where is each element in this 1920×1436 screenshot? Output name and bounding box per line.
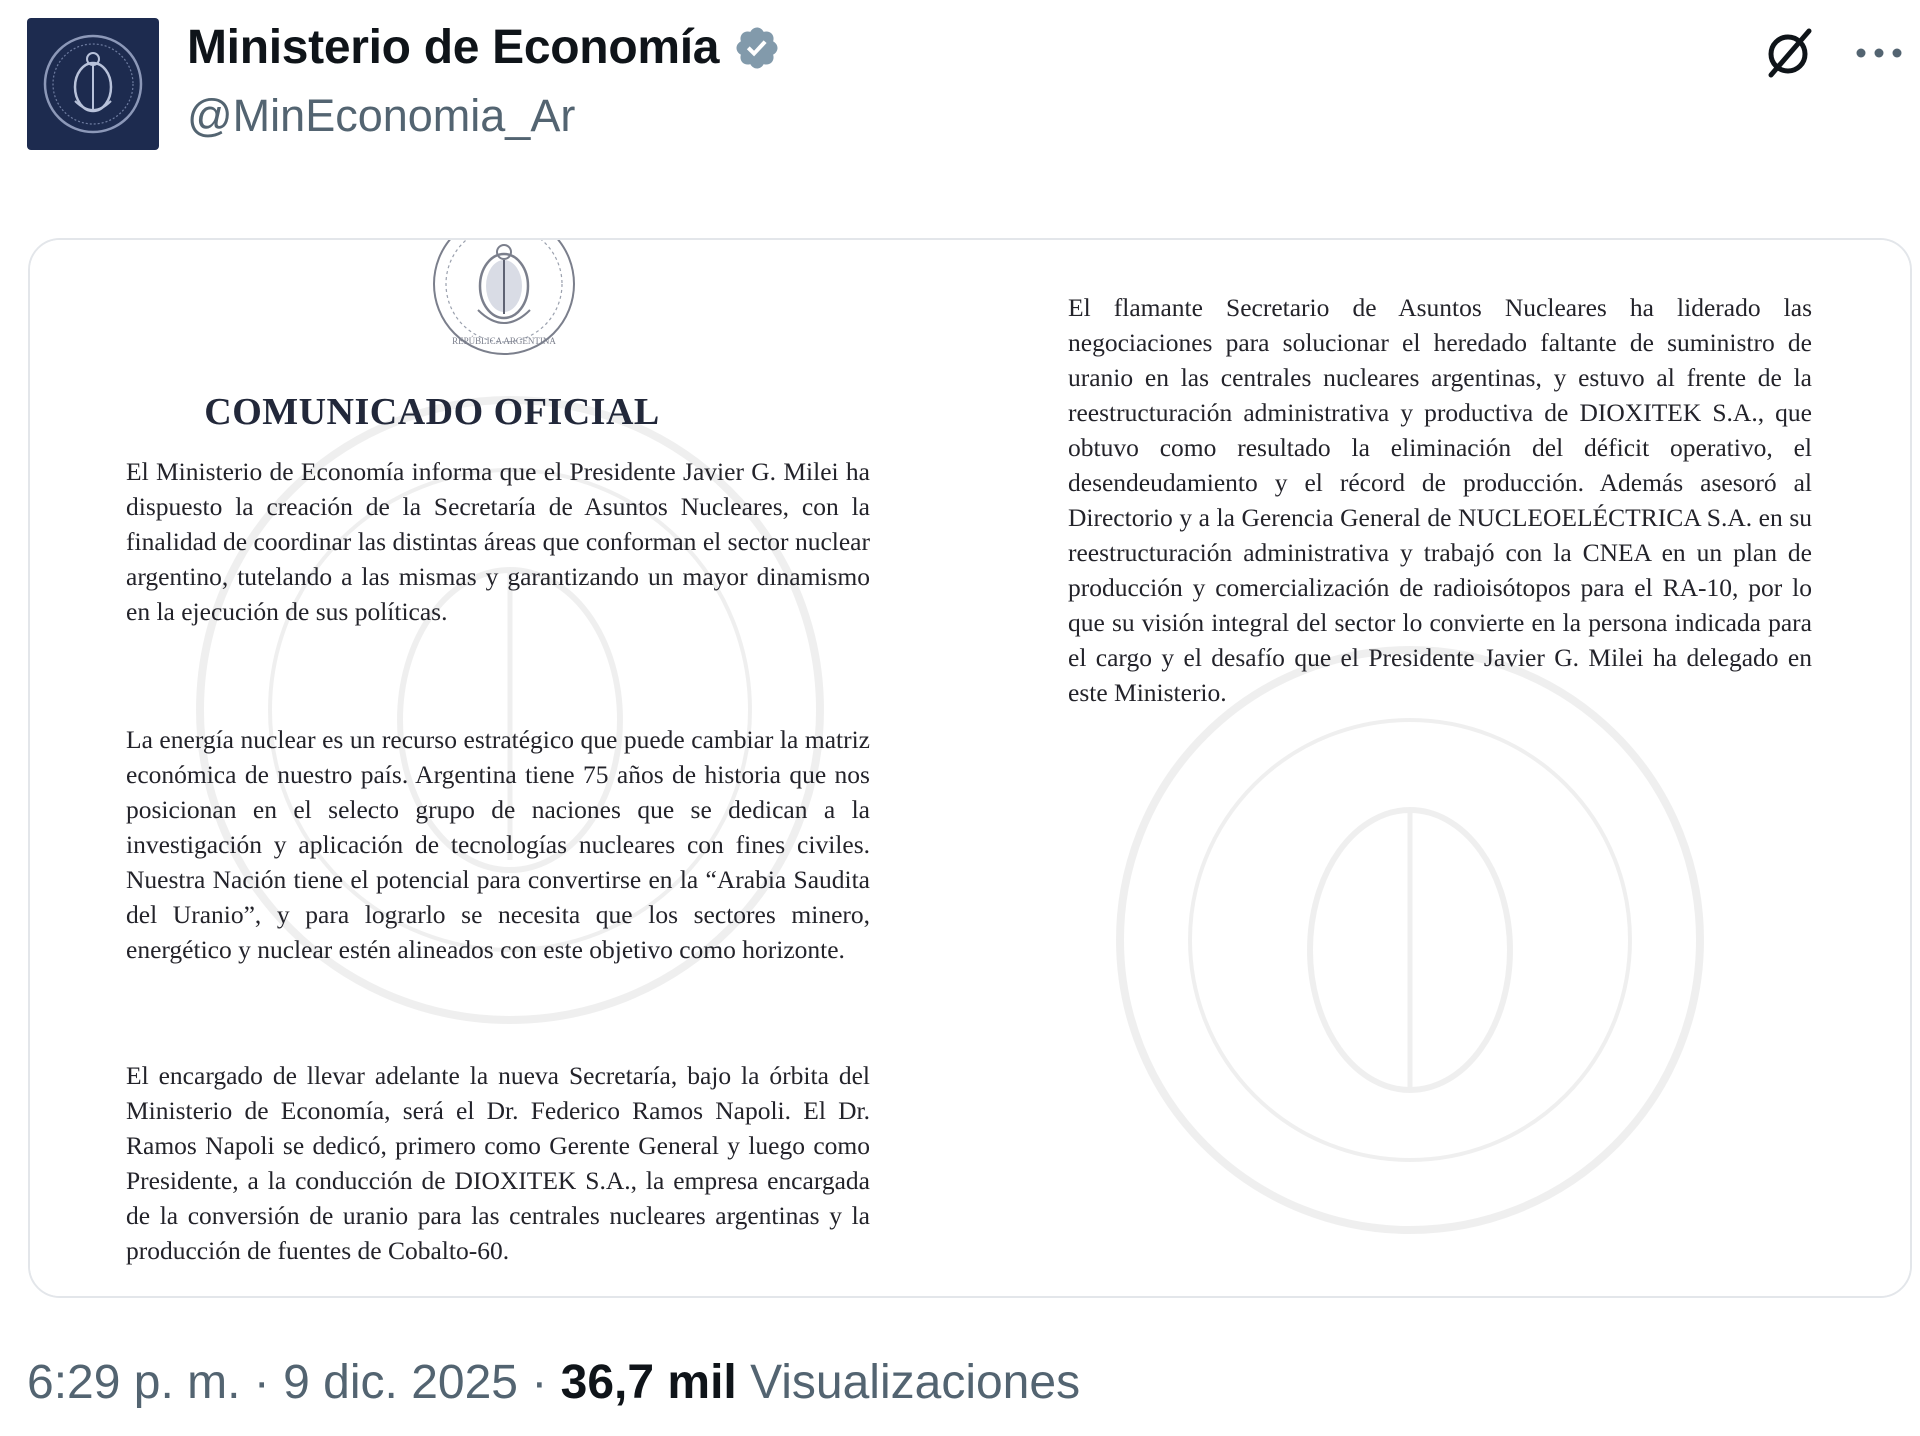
views-label[interactable]: Visualizaciones — [750, 1356, 1081, 1409]
attached-document-image[interactable] — [28, 238, 1912, 1298]
seal-text: REPÚBLICA ARGENTINA — [452, 336, 556, 346]
grok-slash-icon — [1761, 25, 1817, 81]
author-display-name[interactable]: Ministerio de Economía — [187, 21, 720, 74]
more-options-button[interactable] — [1848, 22, 1910, 84]
meta-separator: · — [253, 1356, 270, 1409]
post-time[interactable]: 6:29 p. m. — [27, 1356, 241, 1409]
watermark-seal-right-icon — [1110, 640, 1710, 1240]
argentina-coat-of-arms-icon — [38, 29, 148, 139]
post-date[interactable]: 9 dic. 2025 — [283, 1356, 518, 1409]
document-title: COMUNICADO OFICIAL — [204, 391, 660, 433]
author-name-row[interactable] — [187, 20, 781, 75]
post-meta — [27, 1355, 1080, 1410]
verified-badge-icon — [733, 24, 781, 72]
grok-button[interactable] — [1758, 22, 1820, 84]
document-paragraph-4: El flamante Secretario de Asuntos Nucleares ha liderado las negociaciones para solucionar el heredado faltante de suministro de uranio en las centrales nucleares argentinas, y estuvo al frente de la reestructuración administrativa y productiva de DIOXITEK S.A., que obtuvo como resultado la eliminación del déficit operativo, el desendeudamiento y el récord de producción. Además asesoró al Directorio y a la Gerencia General de NUCLEOELÉCTRICA S.A. en su reestructuración administrativa y trabajó con la CNEA en un plan de producción y comercialización de radioisótopos para el RA-10, por lo que su visión integral del sector lo convierte en la persona indicada para el cargo y el desafío que el Presidente Javier G. Milei ha delegado en este Ministerio. — [1068, 293, 1812, 707]
document-paragraph-2: La energía nuclear es un recurso estratégico que puede cambiar la matriz económica de nuestro país. Argentina tiene 75 años de historia que nos posicionan en el selecto grupo de naciones que se dedican a la investigación y aplicación de tecnologías nucleares con fines civiles. Nuestra Nación tiene el potencial para convertirse en la “Arabia Saudita del Uranio”, y para lograrlo se necesita que los sectores minero, energético y nuclear estén alineados con este objetivo como horizonte. — [126, 725, 870, 964]
more-dots-icon — [1854, 46, 1904, 60]
author-handle[interactable]: @MinEconomia_Ar — [187, 90, 576, 141]
republica-argentina-seal-icon — [428, 240, 580, 358]
official-statement-document — [30, 240, 1910, 1296]
meta-separator: · — [531, 1356, 548, 1409]
avatar[interactable] — [27, 18, 159, 150]
views-count[interactable]: 36,7 mil — [560, 1356, 737, 1409]
document-paragraph-1: El Ministerio de Economía informa que el Presidente Javier G. Milei ha dispuesto la creación de la Secretaría de Asuntos Nucleares, con la finalidad de coordinar las distintas áreas que conforman el sector nuclear argentino, tutelando a las mismas y garantizando un mayor dinamismo en la ejecución de sus políticas. — [126, 457, 870, 626]
document-paragraph-3: El encargado de llevar adelante la nueva Secretaría, bajo la órbita del Ministerio de Economía, será el Dr. Federico Ramos Napoli. El Dr. Ramos Napoli se dedicó, primero como Gerente General y luego como Presidente, a la conducción de DIOXITEK S.A., la empresa encargada de la conversión de uranio para las centrales nucleares argentinas y la producción de fuentes de Cobalto-60. — [126, 1061, 870, 1265]
